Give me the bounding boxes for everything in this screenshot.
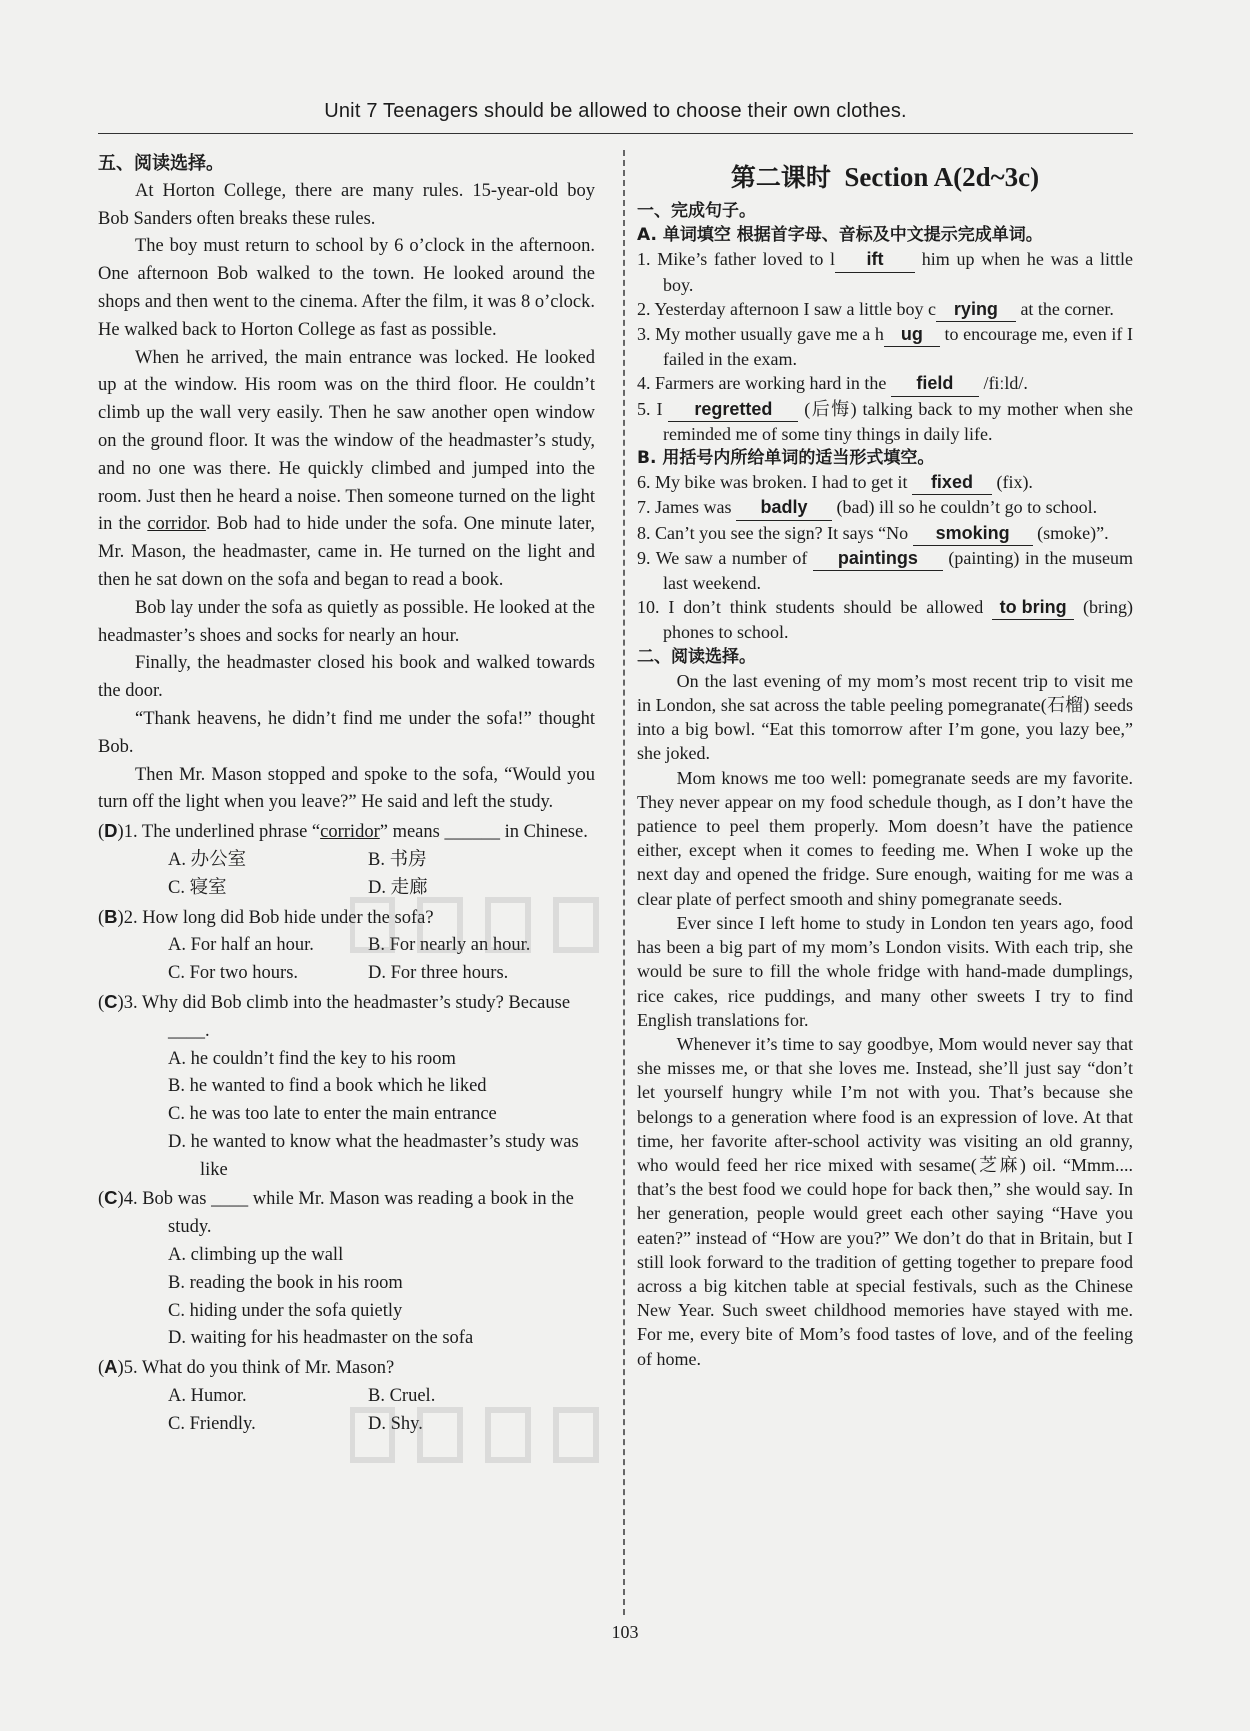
header-rule [98,133,1133,134]
item-number: 4. [637,373,651,394]
passage-paragraph: Bob lay under the sofa as quietly as possible. He looked at the headmaster’s shoes and socks for nearly an hour. [98,597,595,646]
item-text: (后悔) talking back to my mother when she reminded me of some tiny things in daily life. [663,398,1134,444]
question-2: (B)2. How long did Bob hide under the sofa? [98,905,434,928]
item-text: (fix). [991,472,1033,493]
left-section-title: 五、阅读选择。 [98,153,224,174]
answer-blank: badly [736,495,832,520]
answer-blank: ift [835,247,915,272]
question-text: Bob was ____ while Mr. Mason was reading a book in the study. [142,1189,574,1238]
question-text: The underlined phrase “ [141,822,321,843]
item-text: Can’t you see the sign? It says “No [655,522,913,543]
item-text: My bike was broken. I had to get it [655,472,912,493]
item-number: 10. [637,597,660,618]
item-text: My mother usually gave me a h [655,324,884,345]
option: D. waiting for his headmaster on the sofa [168,1328,474,1349]
part2-title: 二、阅读选择。 [637,646,756,667]
question-number: 5. [123,1358,138,1379]
option: C. 寝室 [168,877,227,898]
page-number: 103 [611,1622,639,1642]
answer-letter: C [104,1187,118,1209]
fill-item [637,495,1133,520]
answer-blank: fixed [912,470,992,495]
passage-paragraph: Then Mr. Mason stopped and spoke to the sofa, “Would you turn off the light when you leave?” He said and left the study. [98,764,595,813]
item-text: (painting) in the museum last weekend. [663,547,1133,594]
item-text: at the corner. [1015,298,1114,319]
lesson-title [637,160,1133,195]
answer-blank: ug [884,322,940,347]
underlined-word: corridor [147,514,206,535]
text-fragment: . Bob had to hide under the sofa. One minute later, Mr. Mason, the headmaster, came in. He turned on the light and then he sat down on the sofa and began to read a book. [98,514,595,590]
option: B. For nearly an hour. [368,935,531,956]
partB-title: B. 用括号内所给单词的适当形式填空。 [637,448,935,469]
option: D. For three hours. [368,963,509,984]
answer-blank: to bring [992,595,1074,620]
question-1: (D)1. The underlined phrase “corridor” means ______ in Chinese. [98,820,588,843]
question-3: (C)3. Why did Bob climb into the headmaster’s study? Because ____. [98,990,571,1041]
lesson-title-cn: 第二课时 [730,163,831,192]
item-number: 6. [637,472,651,493]
item-text: I don’t think students should be allowed [668,597,993,618]
text-fragment: When he arrived, the main entrance was locked. He looked up at the window. His room was on the third floor. He couldn’t climb up the wall very easily. Then he saw another open window on the ground floor. It was the window of the headmaster’s study, and no one was there. He quickly climbed and jumped into the room. Just then he heard a noise. Then someone turned on the light in the [98,347,595,535]
question-number: 1. [123,822,138,843]
option: C. Friendly. [168,1413,256,1434]
item-number: 5. [637,398,651,419]
item-number: 3. [637,324,651,345]
options [98,847,595,903]
question-5: (A)5. What do you think of Mr. Mason? [98,1356,395,1379]
option: C. hiding under the sofa quietly [168,1300,403,1321]
option: C. For two hours. [168,963,299,984]
answer-blank: smoking [913,521,1033,546]
part1-title: 一、完成句子。 [637,201,756,221]
item-text: James was [655,497,736,518]
answer-letter: B [104,905,118,927]
option: B. Cruel. [368,1386,436,1407]
item-text: We saw a number of [655,547,813,568]
question-text: What do you think of Mr. Mason? [141,1358,395,1379]
option: D. 走廊 [368,877,428,898]
fill-item [637,595,1133,644]
passage-paragraph: Whenever it’s time to say goodbye, Mom would never say that she misses me, or that she loves me. Instead, she’ll just say “don’t let yourself hungry while I’m not with you. That’s because she belongs to a generation where food is an expression of love. At that time, her favorite after-school activity was visiting an old granny, who would feed her rice mixed with sesame(芝麻) oil. “Mmm.... that’s the best food we could hope for back then,” she would say. In her generation, people would greet each other saying “Have you eaten?” instead of “How are you?” We don’t do that in Britain, but I still look forward to the tradition of getting together to prepare food across a big kitchen table at special festivals, such as the Chinese New Year. Such sweet childhood memories have stayed with me. For me, every bite of Mom’s food tastes of love, and of the feeling of home. [637,1033,1133,1369]
passage-paragraph: At Horton College, there are many rules. 15-year-old boy Bob Sanders often breaks these rules. [98,180,595,229]
option: A. For half an hour. [168,935,314,956]
fill-item [637,322,1133,371]
item-text: (bring) phones to school. [663,597,1133,643]
passage-paragraph: “Thank heavens, he didn’t find me under the sofa!” thought Bob. [98,708,595,757]
question-4: (C)4. Bob was ____ while Mr. Mason was reading a book in the study. [98,1187,574,1238]
option: A. 办公室 [168,849,247,870]
option: A. Humor. [168,1386,247,1407]
answer-blank: regretted [668,397,798,422]
fill-item [637,397,1133,446]
item-number: 2. [637,298,651,319]
fill-item [637,546,1133,595]
passage-paragraph [98,345,595,595]
question-text: Why did Bob climb into the headmaster’s study? Because ____. [141,992,571,1041]
fill-item [637,297,1133,322]
option: A. climbing up the wall [168,1245,344,1266]
answer-letter: D [104,820,118,842]
options [98,932,595,988]
item-number: 7. [637,497,651,518]
passage-paragraph: Ever since I left home to study in London ten years ago, food has been a big part of my mom’s London visits. With each trip, she would be sure to fill the whole fridge with hand-made dumplings, rice cakes, rice puddings, and many other sweets I try to find English translations for. [637,912,1133,1030]
item-number: 1. [637,249,651,270]
fill-item [637,247,1133,296]
item-text: (smoke)”. [1032,522,1109,543]
fill-item [637,371,1133,396]
question-number: 4. [123,1189,138,1210]
item-text: Yesterday afternoon I saw a little boy c [654,298,936,319]
question-number: 2. [123,907,138,928]
question-text: ” means ______ in Chinese. [379,822,588,843]
passage-paragraph: The boy must return to school by 6 o’clock in the afternoon. One afternoon Bob walked to the town. He looked around the shops and then went to the cinema. After the film, it was 8 o’clock. He walked back to Horton College as fast as possible. [98,236,595,340]
passage-paragraph: Mom knows me too well: pomegranate seeds are my favorite. They never appear on my food schedule though, as I don’t have the patience to peel them properly. Mom doesn’t have the patience either, except when it comes to feeding me. When I woke up the next day and opened the fridge. Sure enough, waiting for me was a clear plate of perfect smooth and shiny pomegranate seeds. [637,767,1133,909]
answer-blank: field [891,371,979,396]
passage-paragraph: Finally, the headmaster closed his book and walked towards the door. [98,653,595,702]
answer-blank: rying [936,297,1016,322]
answer-letter: A [104,1356,118,1378]
item-text: Mike’s father loved to l [657,249,836,270]
lesson-title-en: Section A(2d~3c) [844,162,1040,192]
option: B. reading the book in his room [168,1272,403,1293]
answer-blank: paintings [813,546,943,571]
fill-item [637,521,1133,546]
item-text: to encourage me, even if I failed in the exam. [663,324,1133,370]
item-number: 9. [637,547,651,568]
page-header: Unit 7 Teenagers should be allowed to choose their own clothes. [324,100,907,122]
left-column [98,150,595,1439]
item-text: I [656,398,669,419]
answer-letter: C [104,990,118,1012]
column-divider [623,150,625,1615]
item-number: 8. [637,522,651,543]
option: A. he couldn’t find the key to his room [168,1048,456,1069]
underlined-word: corridor [320,822,380,843]
question-text: How long did Bob hide under the sofa? [142,907,434,928]
options [98,1242,595,1353]
partA-title: A. 单词填空 根据首字母、音标及中文提示完成单词。 [637,225,1043,246]
option: D. Shy. [368,1413,423,1434]
item-text: Farmers are working hard in the [655,373,891,394]
item-text: him up when he was a little boy. [663,249,1133,295]
item-text: /fiːld/. [978,373,1028,394]
option: D. he wanted to know what the headmaster’s study was like [168,1131,579,1180]
options [98,1383,595,1439]
option: C. he was too late to enter the main entrance [168,1104,497,1125]
options [98,1046,595,1185]
option: B. he wanted to find a book which he liked [168,1076,487,1097]
option: B. 书房 [368,849,427,870]
item-text: (bad) ill so he couldn’t go to school. [831,497,1098,518]
fill-item [637,470,1133,495]
question-number: 3. [123,992,138,1013]
passage-paragraph: On the last evening of my mom’s most recent trip to visit me in London, she sat across the table peeling pomegranate(石榴) seeds into a big bowl. “Eat this tomorrow after I’m gone, you lazy bee,” she joked. [637,670,1133,764]
right-column [637,160,1133,1371]
